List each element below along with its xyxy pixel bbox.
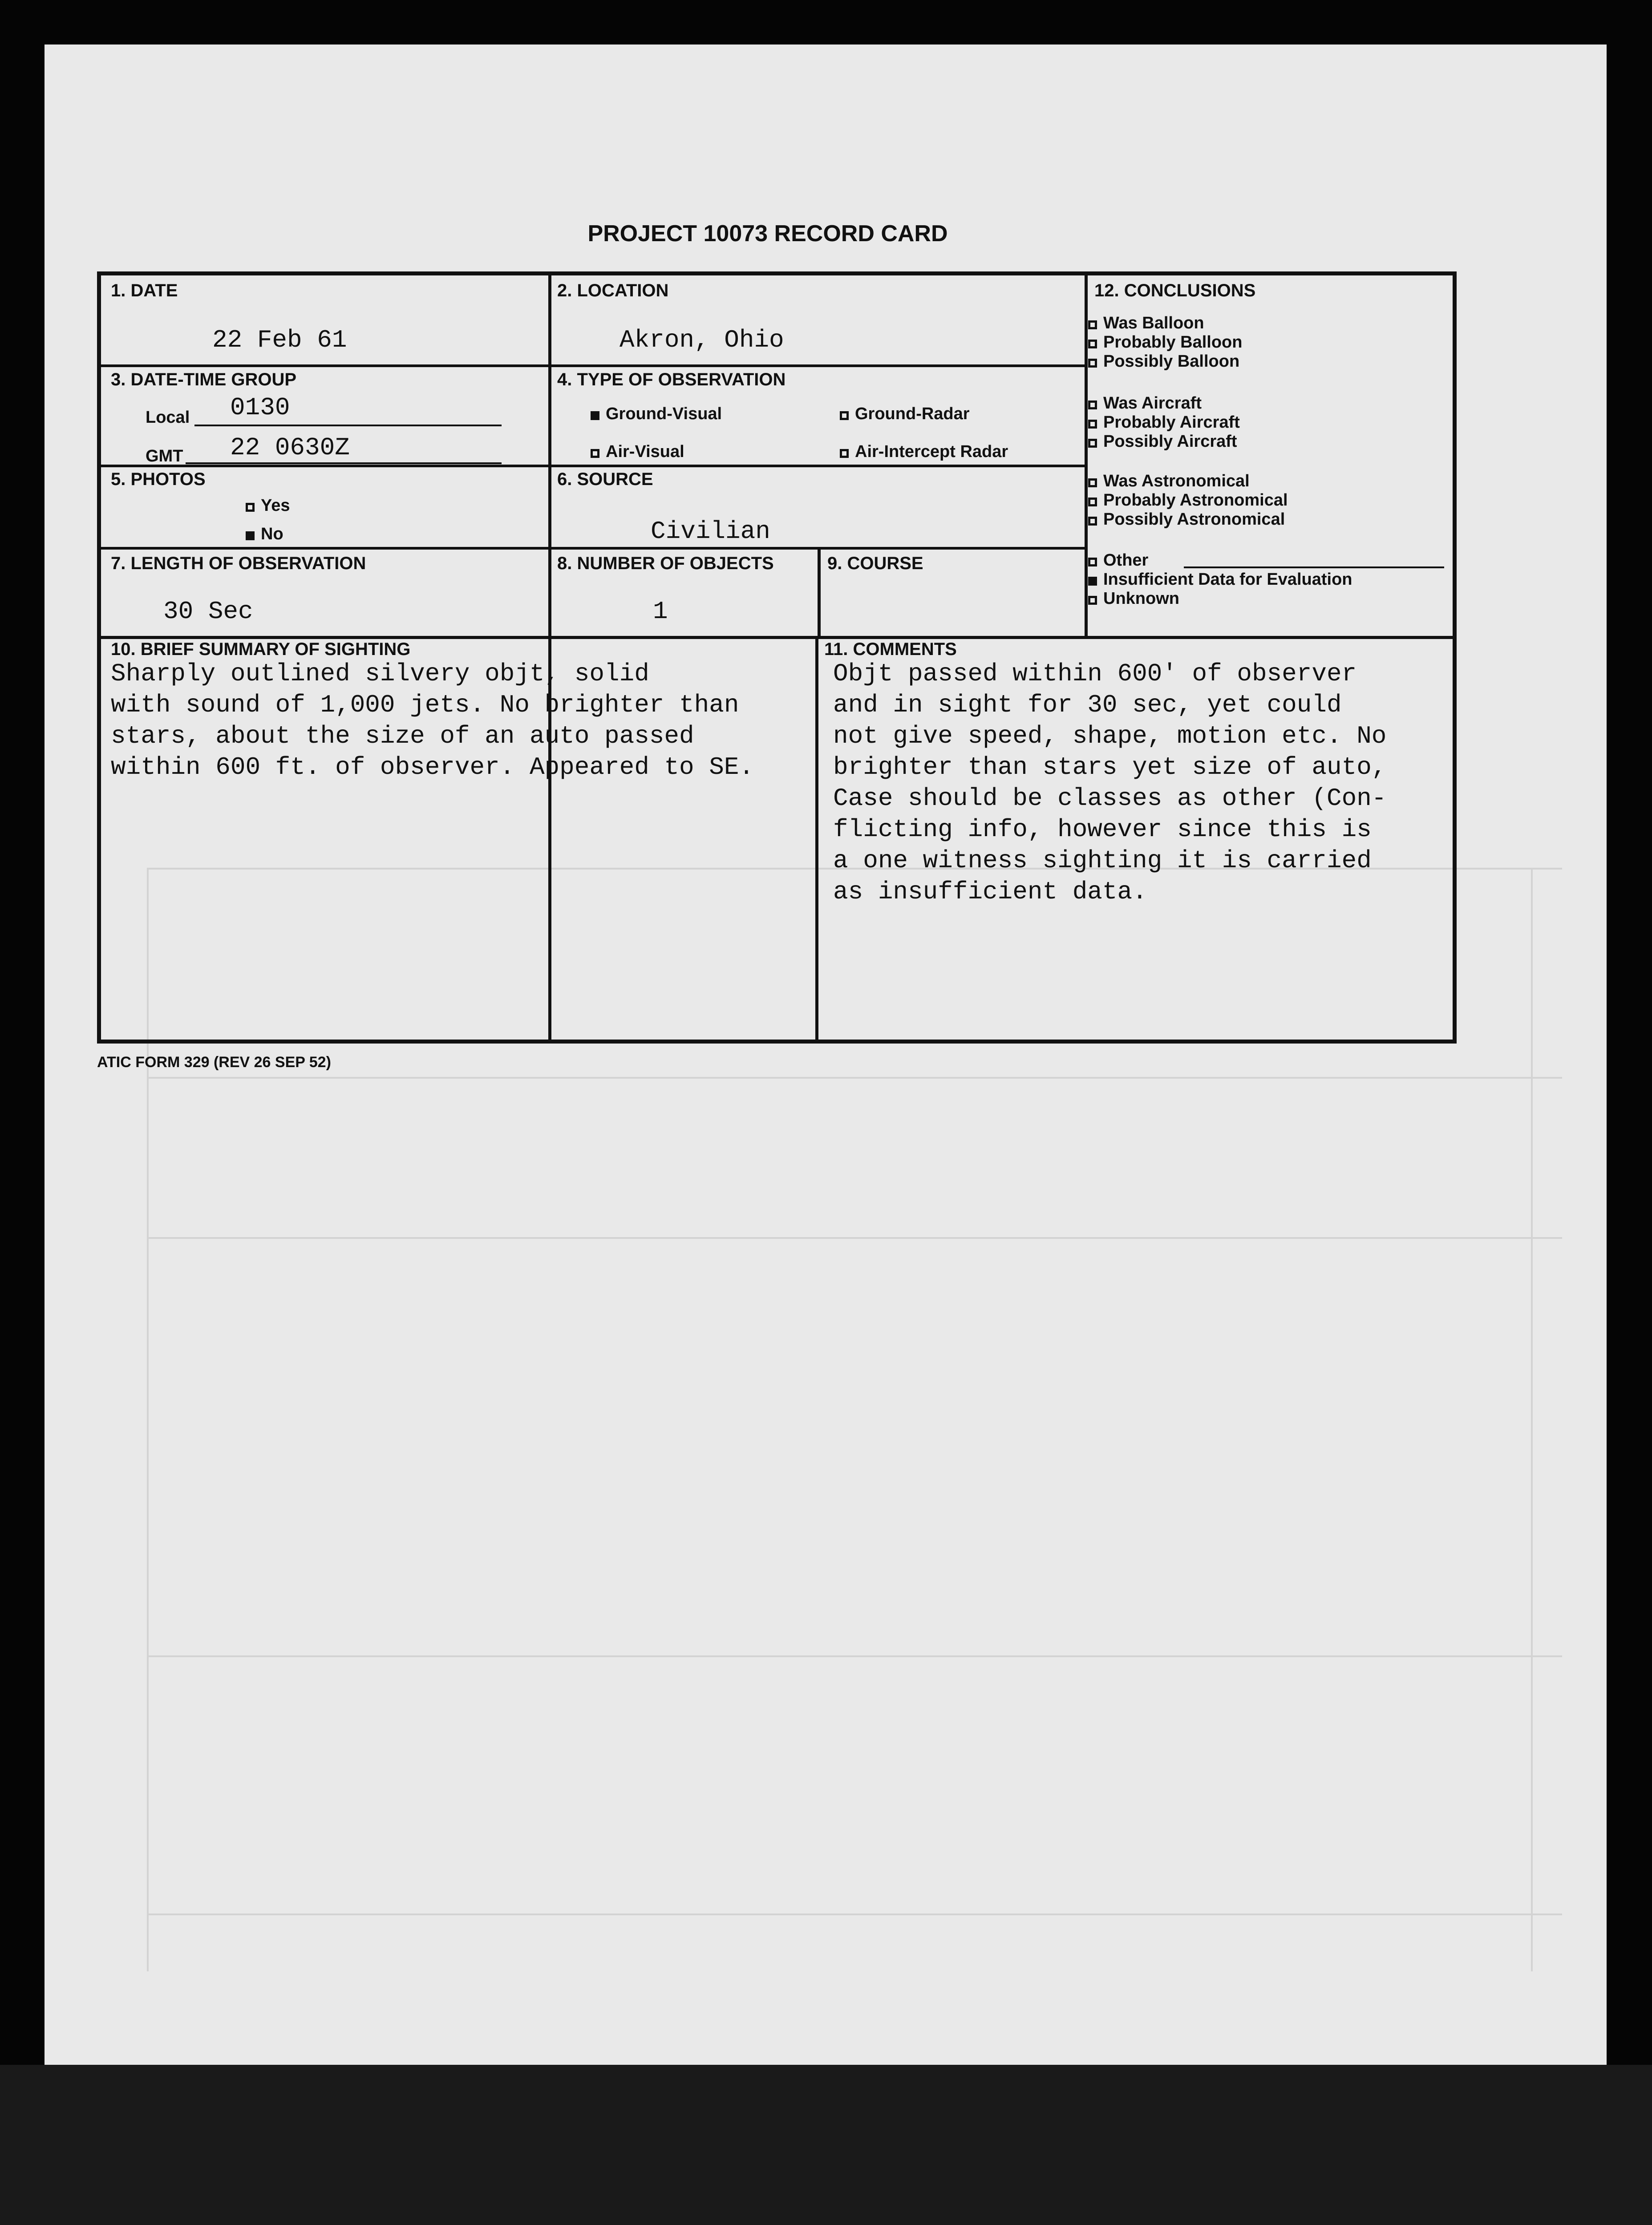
comments-label: 11. COMMENTS	[824, 639, 957, 659]
checkbox-icon	[1088, 359, 1097, 368]
comment-line: brighter than stars yet size of auto,	[833, 753, 1387, 781]
location-label: 2. LOCATION	[557, 281, 669, 300]
conclusion-probably-balloon[interactable]: Probably Balloon	[1088, 333, 1242, 352]
checkbox-icon	[1088, 517, 1097, 526]
summary-line: stars, about the size of an auto passed	[111, 722, 694, 750]
conclusion-was-aircraft[interactable]: Was Aircraft	[1088, 394, 1202, 413]
conclusion-was-astronomical[interactable]: Was Astronomical	[1088, 472, 1250, 491]
checkbox-icon	[1088, 320, 1097, 329]
date-label: 1. DATE	[111, 281, 178, 300]
summary-line: Sharply outlined silvery objt, solid	[111, 659, 649, 688]
option-air-visual[interactable]: Air-Visual	[591, 442, 684, 461]
form-id: ATIC FORM 329 (REV 26 SEP 52)	[97, 1054, 331, 1071]
bleed-through-line	[147, 1655, 1562, 1657]
option-ground-radar[interactable]: Ground-Radar	[840, 405, 970, 424]
other-underline	[1184, 566, 1444, 568]
conclusion-insufficient-data[interactable]: Insufficient Data for Evaluation	[1088, 570, 1352, 589]
checkbox-icon	[1088, 439, 1097, 448]
checkbox-icon	[246, 503, 255, 512]
summary-text	[111, 658, 754, 783]
option-photos-yes[interactable]: Yes	[246, 496, 290, 515]
course-label: 9. COURSE	[827, 554, 923, 573]
datetime-label: 3. DATE-TIME GROUP	[111, 370, 297, 389]
checkbox-icon	[1088, 498, 1097, 506]
checkbox-icon	[1088, 420, 1097, 429]
comment-line: not give speed, shape, motion etc. No	[833, 722, 1387, 750]
date-value: 22 Feb 61	[212, 326, 347, 354]
bleed-through-line	[147, 1914, 1562, 1915]
checkbox-checked-icon	[246, 531, 255, 540]
conclusion-possibly-balloon[interactable]: Possibly Balloon	[1088, 352, 1239, 371]
comment-line: and in sight for 30 sec, yet could	[833, 691, 1342, 719]
gmt-value: 22 0630Z	[230, 433, 350, 462]
conclusion-unknown[interactable]: Unknown	[1088, 589, 1179, 608]
source-value: Civilian	[651, 517, 770, 546]
comments-text	[833, 658, 1386, 907]
checkbox-icon	[1088, 558, 1097, 566]
checkbox-icon	[840, 449, 849, 458]
comment-line: Objt passed within 600' of observer	[833, 659, 1357, 688]
conclusion-was-balloon[interactable]: Was Balloon	[1088, 314, 1204, 333]
divider	[101, 547, 1085, 550]
local-value: 0130	[230, 393, 290, 422]
bleed-through-line	[147, 1077, 1562, 1079]
local-label: Local	[146, 408, 190, 427]
divider	[101, 364, 1085, 367]
checkbox-checked-icon	[1088, 577, 1097, 586]
option-ground-visual[interactable]: Ground-Visual	[591, 405, 722, 424]
checkbox-icon	[591, 449, 599, 458]
divider	[101, 465, 1085, 467]
checkbox-icon	[1088, 478, 1097, 487]
length-value: 30 Sec	[163, 597, 253, 626]
option-air-intercept-radar[interactable]: Air-Intercept Radar	[840, 442, 1008, 461]
bleed-through-line	[1531, 868, 1533, 1971]
conclusion-other[interactable]: Other	[1088, 551, 1148, 570]
checkbox-icon	[840, 411, 849, 420]
comment-line: flicting info, however since this is	[833, 815, 1372, 844]
conclusion-probably-astronomical[interactable]: Probably Astronomical	[1088, 491, 1288, 510]
photos-label: 5. PHOTOS	[111, 469, 206, 489]
conclusion-probably-aircraft[interactable]: Probably Aircraft	[1088, 413, 1240, 432]
number-of-objects-label: 8. NUMBER OF OBJECTS	[557, 554, 774, 573]
record-card	[97, 271, 1457, 1044]
number-of-objects-value: 1	[653, 597, 668, 626]
comment-line: Case should be classes as other (Con-	[833, 784, 1387, 813]
summary-line: with sound of 1,000 jets. No brighter than	[111, 691, 739, 719]
local-underline	[194, 425, 502, 426]
divider	[1085, 275, 1088, 636]
card-title: PROJECT 10073 RECORD CARD	[587, 221, 948, 247]
checkbox-checked-icon	[591, 411, 599, 420]
checkbox-icon	[1088, 596, 1097, 605]
film-background	[0, 2065, 1652, 2225]
checkbox-icon	[1088, 400, 1097, 409]
conclusion-possibly-astronomical[interactable]: Possibly Astronomical	[1088, 510, 1285, 529]
length-label: 7. LENGTH OF OBSERVATION	[111, 554, 366, 573]
checkbox-icon	[1088, 340, 1097, 348]
type-of-observation-label: 4. TYPE OF OBSERVATION	[557, 370, 786, 389]
option-photos-no[interactable]: No	[246, 525, 283, 544]
comment-line: a one witness sighting it is carried	[833, 846, 1372, 875]
source-label: 6. SOURCE	[557, 469, 653, 489]
divider	[101, 636, 1454, 639]
divider	[818, 547, 821, 636]
divider	[815, 636, 818, 1041]
comment-line: as insufficient data.	[833, 878, 1147, 906]
conclusion-possibly-aircraft[interactable]: Possibly Aircraft	[1088, 432, 1237, 451]
bleed-through-line	[147, 1237, 1562, 1239]
gmt-label: GMT	[146, 447, 183, 465]
conclusions-label: 12. CONCLUSIONS	[1094, 281, 1256, 300]
location-value: Akron, Ohio	[620, 326, 784, 354]
summary-label: 10. BRIEF SUMMARY OF SIGHTING	[111, 639, 411, 659]
summary-line: within 600 ft. of observer. Appeared to SE.	[111, 753, 754, 781]
